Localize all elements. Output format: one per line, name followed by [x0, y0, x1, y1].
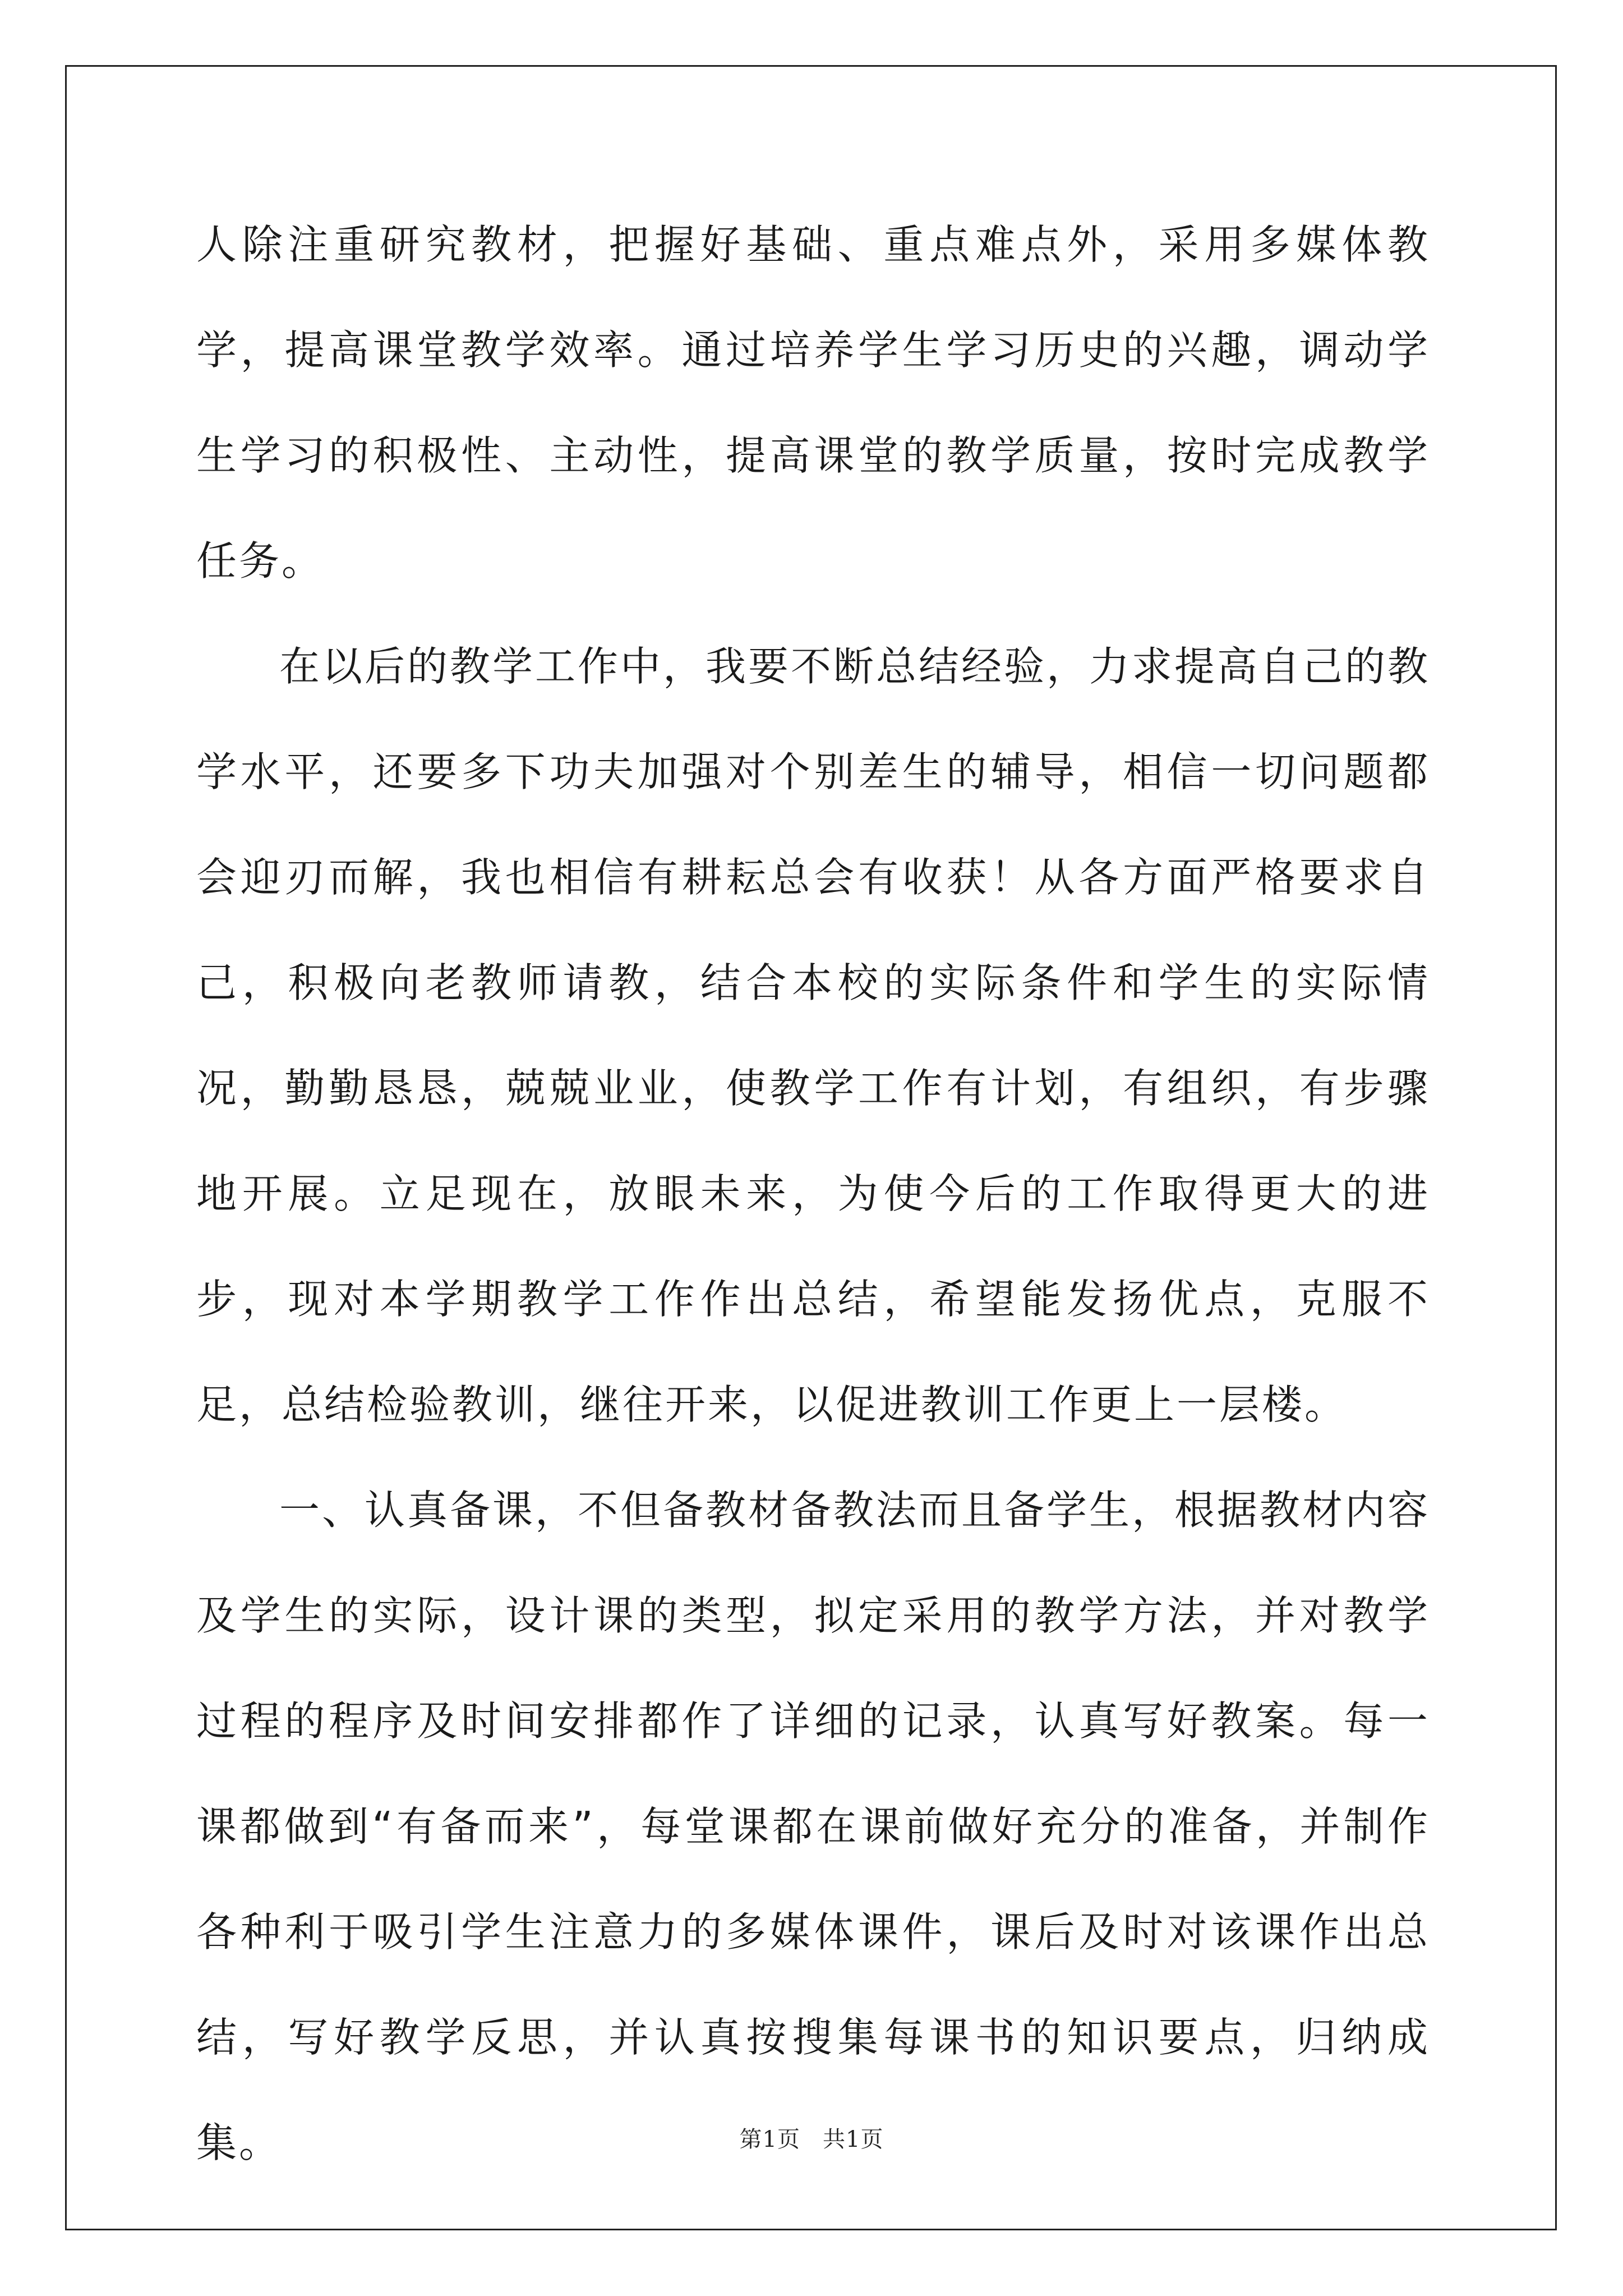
paragraph-2: 在以后的教学工作中，我要不断总结经验，力求提高自己的教学水平，还要多下功夫加强对个别差生的辅导，相信一切问题都会迎刃而解，我也相信有耕耘总会有收获！从各方面严格要求自己，积极向老教师请教，结合本校的实际条件和学生的实际情况，勤勤恳恳，兢兢业业，使教学工作有计划，有组织，有步骤地开展。立足现在，放眼未来，为使今后的工作取得更大的进步，现对本学期教学工作作出总结，希望能发扬优点，克服不足，总结检验教训，继往开来，以促进教训工作更上一层楼。 [196, 643, 1431, 1428]
page-number-total: 共1页 [823, 2127, 884, 2152]
page-number-current: 第1页 [739, 2127, 800, 2152]
document-body [196, 192, 1430, 2196]
paragraph-1: 人除注重研究教材，把握好基础、重点难点外，采用多媒体教学，提高课堂教学效率。通过培养学生学习历史的兴趣，调动学生学习的积极性、主动性，提高课堂的教学质量，按时完成教学任务。 [196, 221, 1430, 585]
page-footer [0, 2122, 1623, 2154]
paragraph-3: 一、认真备课，不但备教材备教法而且备学生，根据教材内容及学生的实际，设计课的类型，拟定采用的教学方法，并对教学过程的程序及时间安排都作了详细的记录，认真写好教案。每一课都做到“有备而来”，每堂课都在课前做好充分的准备，并制作各种利于吸引学生注意力的多媒体课件，课后及时对该课作出总结，写好教学反思，并认真按搜集每课书的知识要点，归纳成集。 [196, 1487, 1431, 2166]
